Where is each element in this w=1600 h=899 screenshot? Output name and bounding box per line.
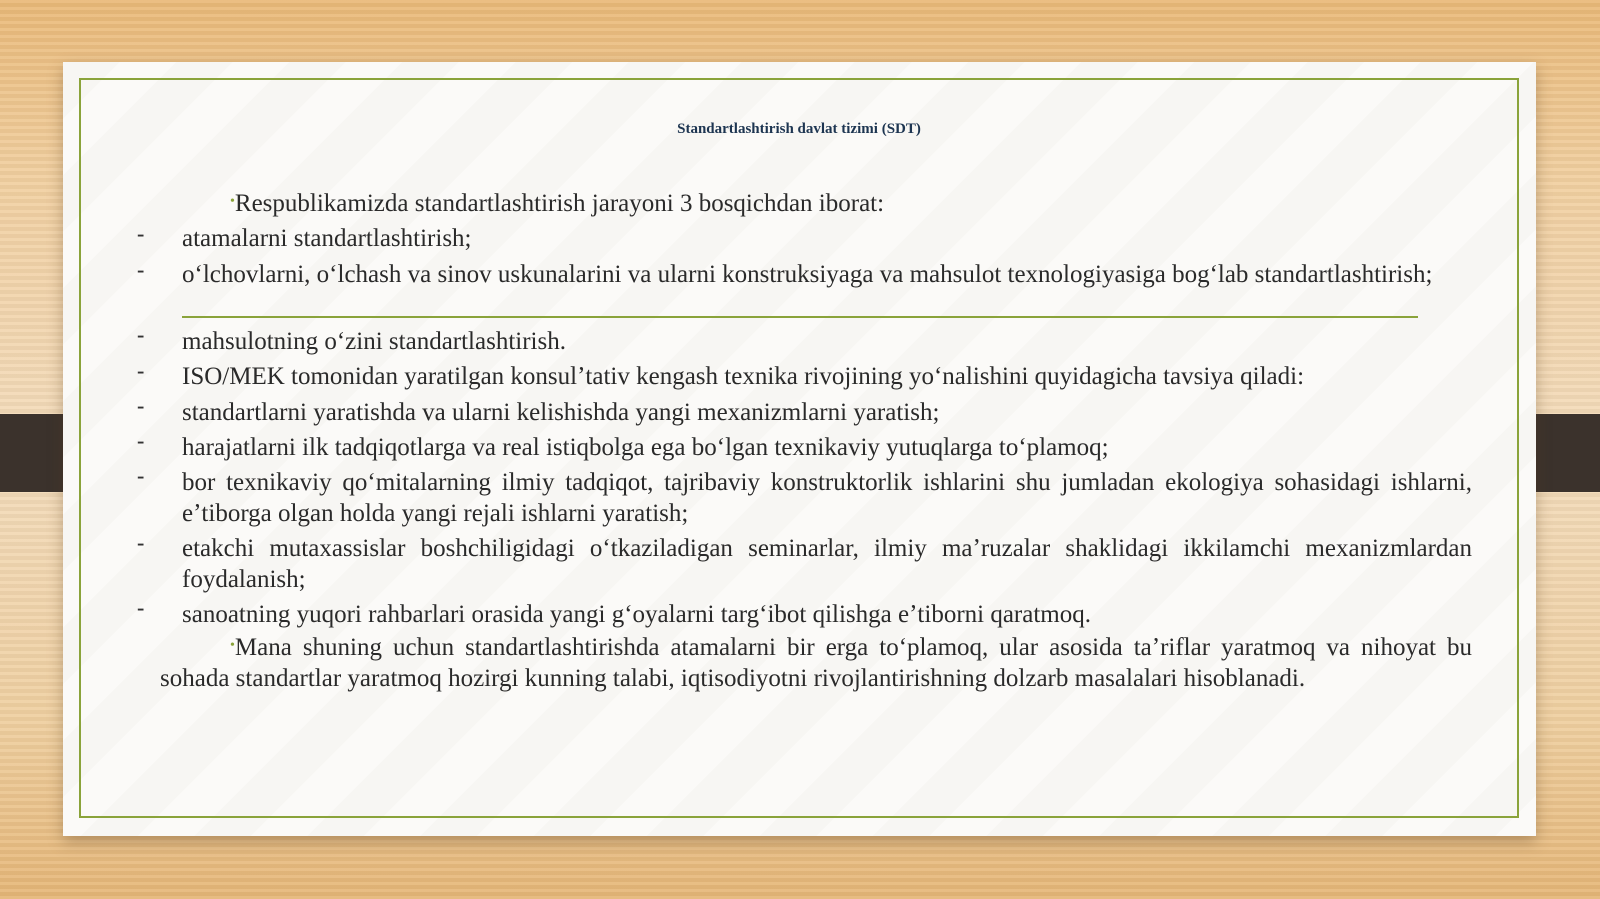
bullet-dot-icon: • xyxy=(230,194,235,209)
dash-icon: - xyxy=(137,221,145,246)
intro-text: Respublikamizda standartlashtirish jarayoni 3 bosqichdan iborat: xyxy=(234,190,885,217)
list-item: atamalarni standartlashtirish; xyxy=(182,225,472,252)
dash-icon: - xyxy=(137,358,145,383)
underline-rule xyxy=(182,316,1418,318)
conclusion-paragraph xyxy=(160,630,1472,694)
dash-icon: - xyxy=(137,322,145,347)
list-item: ISO/MEK tomonidan yaratilgan konsulʼtativ kengash texnika rivojining yoʻnalishini quyidagicha tavsiya qiladi: xyxy=(182,363,1305,390)
dash-icon: - xyxy=(137,463,145,488)
dash-icon: - xyxy=(137,595,145,620)
dash-icon: - xyxy=(137,530,145,555)
list-item: sanoatning yuqori rahbarlari orasida yangi gʻoyalarni targʻibot qilishga eʼtiborni qaratmoq. xyxy=(182,601,1091,628)
dash-icon: - xyxy=(137,393,145,418)
list-item: standartlarni yaratishda va ularni kelishishda yangi mexanizmlarni yaratish; xyxy=(182,399,940,426)
dash-icon: - xyxy=(137,257,145,282)
list-item: harajatlarni ilk tadqiqotlarga va real istiqbolga ega boʻlgan texnikaviy yutuqlarga toʻplamoq; xyxy=(182,434,1109,461)
list-item: oʻlchovlarni, oʻlchash va sinov uskunalarini va ularni konstruksiyaga va mahsulot texnologiyasiga bogʻlab standartlashtirish; xyxy=(182,261,1433,288)
list-item: mahsulotning oʻzini standartlashtirish. xyxy=(182,328,566,355)
bullet-dot-icon: • xyxy=(230,638,235,653)
list-item: bor texnikaviy qoʻmitalarning ilmiy tadqiqot, tajribaviy konstruktorlik ishlarini shu jumladan ekologiya sohasidagi ishlarni, eʼtiborga olgan holda yangi rejali ishlarni yaratish; xyxy=(182,469,1472,527)
intro-paragraph xyxy=(160,186,1472,219)
conclusion-text: Mana shuning uchun standartlashtirishda atamalarni bir erga toʻplamoq, ular asosida taʼriflar yaratmoq va nihoyat bu sohada standartlar yaratmoq hozirgi kunning talabi, iqtisodiyotni rivojlantirishning dolzarb masalalari hisoblanadi. xyxy=(160,634,1472,692)
slide-title: Standartlashtirish davlat tizimi (SDT) xyxy=(677,121,921,137)
dash-icon: - xyxy=(137,428,145,453)
list-item: etakchi mutaxassislar boshchiligidagi oʻtkaziladigan seminarlar, ilmiy maʼruzalar shaklidagi ikkilamchi mexanizmlardan foydalanish; xyxy=(182,535,1472,593)
